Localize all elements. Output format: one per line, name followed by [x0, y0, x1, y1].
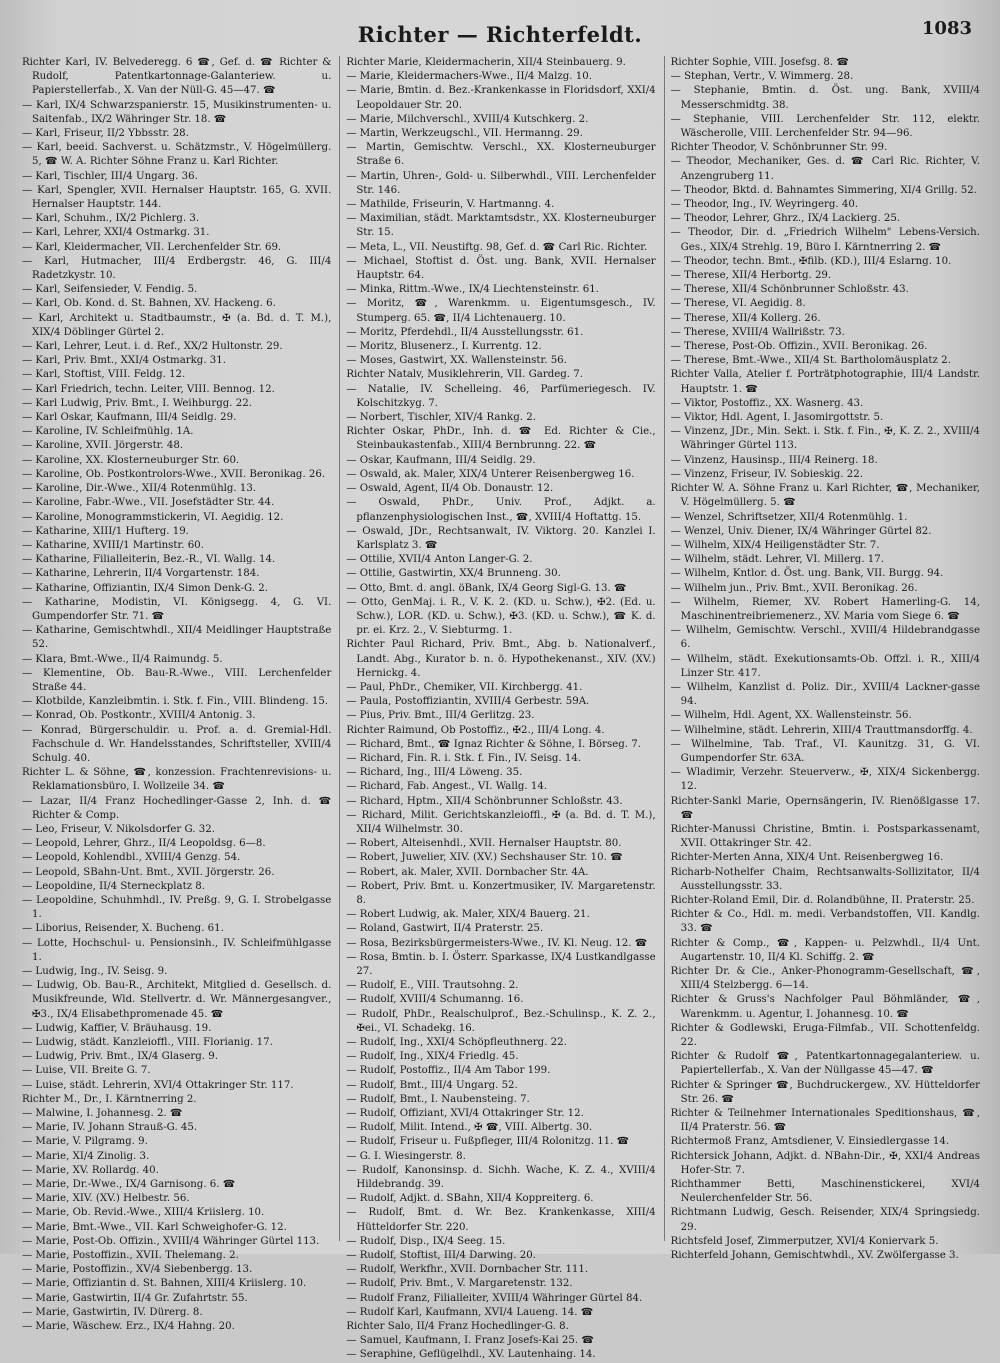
directory-entry: Richter & Co., Hdl. m. medi. Verbandstoffen, VII. Kandlg. 33. ☎ — [670, 909, 980, 935]
directory-entry: — Natalie, IV. Schelleing. 46, Parfümeriegesch. IV. Kolschitzkyg. 7. — [346, 383, 656, 409]
directory-entry: — Therese, Bmt.-Wwe., XII/4 St. Bartholomäusplatz 2. — [670, 355, 951, 367]
directory-entry: — Marie, Bmtin. d. Bez.-Krankenkasse in Floridsdorf, XXI/4 Leopoldauer Str. 20. — [346, 85, 656, 111]
directory-entry: — Martin, Werkzeugschl., VII. Hermanng. 29. — [346, 128, 583, 140]
directory-entry: — Pius, Priv. Bmt., III/4 Gerlitzg. 23. — [346, 710, 535, 722]
directory-entry: — Karl Ludwig, Priv. Bmt., I. Weihburgg. 22. — [22, 397, 252, 409]
directory-entry: — Wilhelmine, Tab. Traf., VI. Kaunitzg. 31, G. VI. Gumpendorfer Str. 63A. — [670, 738, 980, 764]
directory-entry: — Ludwig, Priv. Bmt., IX/4 Glaserg. 9. — [22, 1051, 218, 1063]
directory-entry: Richarb-Nothelfer Chaim, Rechtsanwalts-Sollizitator, II/4 Ausstellungsstr. 33. — [670, 866, 980, 892]
directory-entry: Richter Theodor, V. Schönbrunner Str. 99. — [670, 142, 888, 154]
directory-entry: — Karoline, IV. Schleifmühlg. 1A. — [22, 426, 194, 438]
directory-entry: — Rudolf, Bmt. d. Wr. Bez. Krankenkasse, XIII/4 Hütteldorfer Str. 220. — [346, 1207, 656, 1233]
directory-entry: — Luise, VII. Breite G. 7. — [22, 1065, 151, 1077]
directory-entry: — Ludwig, städt. Kanzleioffl., VIII. Florianig. 17. — [22, 1037, 273, 1049]
column-2 — [339, 56, 656, 1361]
directory-entry: — Oskar, Kaufmann, III/4 Seidlg. 29. — [346, 454, 536, 466]
directory-entry: — Karl, Spengler, XVII. Hernalser Hauptstr. 165, G. XVII. Hernalser Hauptstr. 144. — [22, 184, 332, 211]
directory-entry: — Leopoldine, II/4 Sterneckplatz 8. — [22, 880, 206, 892]
directory-entry: — Klotbilde, Kanzleibmtin. i. Stk. f. Fin., VIII. Blindeng. 15. — [22, 696, 329, 708]
directory-entry: — Mathilde, Friseurin, V. Hartmanng. 4. — [346, 199, 555, 211]
directory-entry: — Rudolf, E., VIII. Trautsohng. 2. — [346, 980, 519, 992]
directory-entry: — Ottilie, Gastwirtin, XX/4 Brunneng. 30. — [346, 568, 561, 580]
directory-entry: Richter Marie, Kleidermacherin, XII/4 Steinbauerg. 9. — [346, 57, 626, 68]
directory-entry: — Karoline, Ob. Postkontrolors-Wwe., XVII. Beronikag. 26. — [22, 468, 326, 480]
directory-entry: — Rudolf, Adjkt. d. SBahn, XII/4 Koppreiterg. 6. — [346, 1193, 594, 1205]
directory-entry: Richtsfeld Josef, Zimmerputzer, XVI/4 Koniervark 5. — [670, 1235, 939, 1247]
directory-entry: — Wilhelm, XIX/4 Heiligenstädter Str. 7. — [670, 539, 880, 551]
directory-entry: — Vinzenz, JDr., Min. Sekt. i. Stk. f. Fin., ✠, K. Z. 2., XVIII/4 Währinger Gürtel 113. — [670, 426, 980, 452]
directory-entry: — Leopold, SBahn-Unt. Bmt., XVII. Jörgerstr. 26. — [22, 866, 275, 878]
directory-entry: — Richard, Bmt., ☎ Ignaz Richter & Söhne, I. Börseg. 7. — [346, 738, 641, 750]
directory-entry: — Robert, Priv. Bmt. u. Konzertmusiker, IV. Margaretenstr. 8. — [346, 880, 656, 906]
directory-entry: — Karl, Schuhm., IX/2 Pichlerg. 3. — [22, 213, 200, 225]
directory-entry: — Rudolf, Offiziant, XVI/4 Ottakringer Str. 12. — [346, 1108, 584, 1120]
directory-entry: — Ludwig, Kaffier, V. Bräuhausg. 19. — [22, 1022, 212, 1034]
directory-entry: — Otto, Bmt. d. angl. öBank, IX/4 Georg Sigl-G. 13. ☎ — [346, 582, 627, 594]
directory-entry: — Karoline, XX. Klosterneuburger Str. 60. — [22, 454, 240, 466]
directory-entry: Richter Dr. & Cie., Anker-Phonogramm-Gesellschaft, ☎, XIII/4 Stelzbergg. 6—14. — [670, 966, 980, 992]
directory-entry: — Robert Ludwig, ak. Maler, XIX/4 Bauerg. 21. — [346, 909, 590, 921]
directory-entry: Richter & Teilnehmer Internationales Speditionshaus, ☎, II/4 Praterstr. 56. ☎ — [670, 1108, 980, 1134]
directory-entry: — Robert, Juwelier, XIV. (XV.) Sechshauser Str. 10. ☎ — [346, 852, 623, 864]
directory-entry: — Wenzel, Univ. Diener, IX/4 Währinger Gürtel 82. — [670, 525, 932, 537]
directory-entry: — Oswald, ak. Maler, XIX/4 Unterer Reisenbergweg 16. — [346, 468, 635, 480]
directory-entry: Richter L. & Söhne, ☎, konzession. Frachtenrevisions- u. Reklamationsbüro, I. Wollzeile 34. ☎ — [22, 767, 332, 793]
directory-entry: — Karl, Lehrer, XXI/4 Ostmarkg. 31. — [22, 227, 210, 239]
directory-entry: Richter & Springer ☎, Buchdruckergew., XV. Hütteldorfer Str. 26. ☎ — [670, 1079, 980, 1105]
directory-entry: — Vinzenz, Hausinsp., III/4 Reinerg. 18. — [670, 454, 878, 466]
directory-entry: — Karl, Ob. Kond. d. St. Bahnen, XV. Hackeng. 6. — [22, 298, 276, 310]
directory-entry: Richter & Gruss's Nachfolger Paul Böhmländer, ☎, Warenkmm. u. Agentur, I. Johannesg. 10. ☎ — [670, 994, 980, 1020]
directory-entry: Richter-Manussi Christine, Bmtin. i. Postsparkassenamt, XVII. Ottakringer Str. 42. — [670, 823, 980, 850]
page-title: Richter — Richterfeldt. — [357, 22, 643, 47]
directory-entry: — Wilhelmine, städt. Lehrerin, XIII/4 Trauttmansdorffg. 4. — [670, 724, 973, 736]
directory-entry: — Leopoldine, Schuhmhdl., IV. Preßg. 9, G. I. Strobelgasse 1. — [22, 894, 332, 921]
directory-entry: — Wilhelm, städt. Lehrer, VI. Millerg. 17. — [670, 554, 885, 566]
directory-entry: — Seraphine, Geflügelhdl., XV. Lautenhaing. 14. — [346, 1349, 596, 1361]
directory-entry: — Wilhelm, städt. Exekutionsamts-Ob. Offzl. i. R., XIII/4 Linzer Str. 417. — [670, 653, 980, 679]
directory-entry: — Richard, Fab. Angest., VI. Wallg. 14. — [346, 781, 548, 793]
directory-entry: — Konrad, Ob. Postkontr., XVIII/4 Antonig. 3. — [22, 710, 256, 722]
directory-entry: — Lotte, Hochschul- u. Pensionsinh., IV. Schleifmühlgasse 1. — [22, 937, 332, 963]
directory-entry: — Theodor, Lehrer, Ghrz., IX/4 Lackierg. 25. — [670, 213, 901, 225]
directory-entry: — Klementine, Ob. Bau-R.-Wwe., VIII. Lerchenfelder Straße 44. — [22, 667, 332, 693]
directory-entry: Richter & Godlewski, Eruga-Filmfab., VII. Schottenfeldg. 22. — [670, 1022, 980, 1049]
directory-entry: — Rudolf, PhDr., Realschulprof., Bez.-Schulinsp., K. Z. 2., ✠ei., VI. Schadekg. 16. — [346, 1008, 656, 1034]
directory-entry: — Rudolf, Disp., IX/4 Seeg. 15. — [346, 1235, 506, 1247]
directory-entry: Richter Karl, IV. Belvederegg. 6 ☎, Gef. d. ☎ Richter & Rudolf, Patentkartonnage-Galanteriew. u. Papierstellerfab., X. Van der Nüll-G. 45—47. ☎ — [22, 57, 332, 97]
directory-entry: — Katharine, XIII/1 Hufterg. 19. — [22, 525, 189, 537]
directory-entry: — Marie, XV. Rollardg. 40. — [22, 1164, 159, 1176]
directory-entry: — Therese, XII/4 Schönbrunner Schloßstr. 43. — [670, 284, 909, 296]
directory-entry: — Karl, Kleidermacher, VII. Lerchenfelder Str. 69. — [22, 241, 282, 253]
directory-entry: — Richard, Fin. R. i. Stk. f. Fin., IV. Seisg. 14. — [346, 752, 582, 764]
directory-entry: — Minka, Rittm.-Wwe., IX/4 Liechtensteinstr. 61. — [346, 284, 599, 296]
directory-entry: — Rudolf, Bmt., III/4 Ungarg. 52. — [346, 1079, 518, 1091]
directory-entry: — Theodor, Ing., IV. Weyringerg. 40. — [670, 199, 859, 211]
directory-entry: — Marie, Bmt.-Wwe., VII. Karl Schweighofer-G. 12. — [22, 1221, 287, 1233]
directory-entry: — Karl, Friseur, II/2 Ybbsstr. 28. — [22, 128, 189, 140]
directory-entry: — G. I. Wiesingerstr. 8. — [346, 1150, 466, 1162]
directory-entry: Richter Oskar, PhDr., Inh. d. ☎ Ed. Richter & Cie., Steinbaukastenfab., XIII/4 Bernbrunng. 22. ☎ — [346, 426, 656, 452]
directory-columns — [22, 56, 980, 1361]
directory-entry: — Rudolf, Ing., XXI/4 Schöpfleuthnerg. 22. — [346, 1037, 567, 1049]
directory-entry: Richterfeld Johann, Gemischtwhdl., XV. Zwölfergasse 3. — [670, 1250, 959, 1262]
directory-entry: — Otto, GenMaj. i. R., V. K. 2. (KD. u. Schw.), ✠2. (Ed. u. Schw.), LOR. (KD. u. Schw.), ✠3. (KD. u. Schw.), ☎ K. d. pr. ei. Krz. 2., V. Siebturmg. 1. — [346, 596, 656, 637]
directory-entry: — Therese, XII/4 Herbortg. 29. — [670, 270, 832, 282]
directory-entry: — Marie, Gastwirtin, II/4 Gr. Zufahrtstr. 55. — [22, 1292, 248, 1304]
directory-entry: — Rudolf, Ing., XIX/4 Friedlg. 45. — [346, 1051, 519, 1063]
directory-entry: — Richard, Milit. Gerichtskanzleioffl., ✠ (a. Bd. d. T. M.), XII/4 Wilhelmstr. 30. — [346, 809, 656, 835]
directory-entry: — Paula, Postoffiziantin, XVIII/4 Gerbestr. 59A. — [346, 696, 590, 708]
directory-entry: — Wilhelm, Riemer, XV. Robert Hamerling-G. 14, Maschinentreibriemenerz., XV. Maria vom Siege 6. ☎ — [670, 596, 980, 622]
directory-entry: — Wilhelm, Gemischtw. Verschl., XVIII/4 Hildebrandgasse 6. — [670, 625, 980, 651]
directory-entry: — Marie, Offiziantin d. St. Bahnen, XIII/4 Kriislerg. 10. — [22, 1278, 307, 1290]
column-3 — [664, 56, 980, 1262]
directory-entry: — Stephanie, Bmtin. d. Öst. ung. Bank, XVIII/4 Messerschmidtg. 38. — [670, 85, 980, 111]
directory-entry: — Roland, Gastwirt, II/4 Praterstr. 25. — [346, 923, 544, 935]
directory-entry: — Karl, Lehrer, Leut. i. d. Ref., XX/2 Hultonstr. 29. — [22, 341, 283, 353]
directory-entry: — Malwine, I. Johannesg. 2. ☎ — [22, 1108, 183, 1120]
directory-entry: Richter Sophie, VIII. Josefsg. 8. ☎ — [670, 57, 850, 68]
directory-entry: — Marie, Postoffizin., XV/4 Siebenbergg. 13. — [22, 1264, 253, 1276]
directory-entry: Richter M., Dr., I. Kärntnerring 2. — [22, 1093, 197, 1105]
directory-entry: — Viktor, Postoffiz., XX. Wasnerg. 43. — [670, 397, 864, 409]
column-1 — [22, 56, 332, 1333]
directory-entry: — Katharine, Modistin, VI. Königsegg. 4, G. VI. Gumpendorfer Str. 71. ☎ — [22, 596, 332, 622]
directory-entry: — Rosa, Bezirksbürgermeisters-Wwe., IV. Kl. Neug. 12. ☎ — [346, 937, 648, 949]
directory-entry: — Marie, XI/4 Zinolig. 3. — [22, 1150, 150, 1162]
directory-entry: — Martin, Uhren-, Gold- u. Silberwhdl., VIII. Lerchenfelder Str. 146. — [346, 170, 656, 196]
directory-entry: — Marie, Postoffizin., XVII. Thelemang. 2. — [22, 1250, 239, 1262]
directory-entry: — Maximilian, städt. Marktamtsdstr., XX. Klosterneuburger Str. 15. — [346, 213, 656, 239]
directory-entry: — Martin, Gemischtw. Verschl., XX. Klosterneuburger Straße 6. — [346, 142, 656, 168]
directory-entry: Richter & Rudolf ☎, Patentkartonnagegalanteriew. u. Papiertellerfab., X. Van der Nüllgasse 45—47. ☎ — [670, 1051, 980, 1077]
directory-entry: — Meta, L., VII. Neustiftg. 98, Gef. d. ☎ Carl Ric. Richter. — [346, 241, 648, 253]
directory-entry: — Karl, Stoftist, VIII. Feldg. 12. — [22, 369, 186, 381]
directory-entry: — Wilhelm, Kanzlist d. Poliz. Dir., XVIII/4 Lackner-gasse 94. — [670, 681, 980, 708]
directory-entry: — Oswald, PhDr., Univ. Prof., Adjkt. a. pflanzenphysiologischen Inst., ☎, XVIII/4 Hoftattg. 15. — [346, 497, 656, 523]
directory-entry: — Wilhelm, Hdl. Agent, XX. Wallensteinstr. 56. — [670, 710, 912, 722]
directory-entry: — Robert, Alteisenhdl., XVII. Hernalser Hauptstr. 80. — [346, 838, 622, 850]
directory-entry: — Karl, Tischler, III/4 Ungarg. 36. — [22, 170, 198, 182]
directory-entry: — Marie, Dr.-Wwe., IX/4 Garnisong. 6. ☎ — [22, 1179, 236, 1191]
directory-entry: — Katharine, Offiziantin, IX/4 Simon Denk-G. 2. — [22, 582, 268, 594]
directory-entry: Richter Paul Richard, Priv. Bmt., Abg. b. Nationalverf., Landt. Abg., Kurator b. n. ö. Hypothekenanst., XIV. (XV.) Hernickg. 4. — [346, 639, 656, 679]
directory-entry: — Rudolf, Kanonsinsp. d. Sichh. Wache, K. Z. 4., XVIII/4 Hildebrandg. 39. — [346, 1164, 656, 1191]
directory-entry: — Samuel, Kaufmann, I. Franz Josefs-Kai 25. ☎ — [346, 1335, 595, 1347]
page-number: 1083 — [921, 18, 972, 39]
directory-entry: — Klara, Bmt.-Wwe., II/4 Raimundg. 5. — [22, 653, 223, 665]
directory-entry: — Wilhelm, Kntlor. d. Öst. ung. Bank, VII. Burgg. 94. — [670, 568, 944, 580]
directory-entry: — Marie, Gastwirtin, IV. Dürerg. 8. — [22, 1306, 203, 1318]
directory-entry: — Marie, Ob. Revid.-Wwe., XIII/4 Kriislerg. 10. — [22, 1207, 265, 1219]
directory-entry: — Rudolf, Priv. Bmt., V. Margaretenstr. 132. — [346, 1278, 573, 1290]
directory-entry: Richter Raimund, Ob Postoffiz., ✠2., III/4 Long. 4. — [346, 724, 605, 736]
directory-entry: Richter-Sankl Marie, Opernsängerin, IV. Rienößlgasse 17. ☎ — [670, 795, 980, 821]
directory-entry: — Karl, Hutmacher, III/4 Erdbergstr. 46, G. III/4 Radetzkystr. 10. — [22, 255, 332, 282]
directory-entry: — Rudolf Karl, Kaufmann, XVI/4 Laueng. 14. ☎ — [346, 1306, 594, 1318]
directory-entry: — Leopold, Kohlendbl., XVIII/4 Genzg. 54. — [22, 852, 241, 864]
directory-entry: — Karl, Architekt u. Stadtbaumstr., ✠ (a. Bd. d. T. M.), XIX/4 Döblinger Gürtel 2. — [22, 312, 332, 338]
directory-entry: — Norbert, Tischler, XIV/4 Rankg. 2. — [346, 412, 536, 424]
directory-entry: — Paul, PhDr., Chemiker, VII. Kirchbergg. 41. — [346, 681, 583, 693]
directory-entry: — Karoline, XVII. Jörgerstr. 48. — [22, 440, 184, 452]
directory-entry: — Rudolf, Milit. Intend., ✠ ☎, VIII. Albertg. 30. — [346, 1122, 593, 1134]
directory-entry: Richter-Roland Emil, Dir. d. Rolandbühne, II. Praterstr. 25. — [670, 894, 975, 906]
directory-entry: — Stephanie, VIII. Lerchenfelder Str. 112, elektr. Wäscherolle, VIII. Lerchenfelder Str. 94—96. — [670, 113, 980, 140]
directory-entry: — Katharine, XVIII/1 Martinstr. 60. — [22, 539, 204, 551]
directory-entry: — Wilhelm jun., Priv. Bmt., XVII. Beronikag. 26. — [670, 582, 918, 594]
directory-entry: — Karl, Priv. Bmt., XXI/4 Ostmarkg. 31. — [22, 355, 227, 367]
directory-entry: — Rosa, Bmtin. b. I. Österr. Sparkasse, IX/4 Lustkandlgasse 27. — [346, 951, 656, 977]
directory-entry: — Karl Oskar, Kaufmann, III/4 Seidlg. 29. — [22, 412, 237, 424]
directory-entry: Richter W. A. Söhne Franz u. Karl Richter, ☎, Mechaniker, V. Högelmüllerg. 5. ☎ — [670, 483, 980, 509]
directory-entry: — Rudolf, Friseur u. Fußpfleger, III/4 Rolonitzg. 11. ☎ — [346, 1136, 630, 1148]
directory-entry: — Theodor, Dir. d. „Friedrich Wilhelm" Lebens-Versich. Ges., XIX/4 Strehlg. 19, Büro I. Kärntnerring 2. ☎ — [670, 227, 980, 253]
directory-entry: — Marie, V. Pilgramg. 9. — [22, 1136, 148, 1148]
directory-entry: — Oswald, Agent, II/4 Ob. Donaustr. 12. — [346, 483, 554, 495]
directory-entry: — Marie, IV. Johann Strauß-G. 45. — [22, 1122, 198, 1134]
directory-entry: — Moritz, ☎, Warenkmm. u. Eigentumsgesch., IV. Stumperg. 65. ☎, II/4 Lichtenauerg. 10. — [346, 298, 656, 324]
directory-entry: Richter-Merten Anna, XIX/4 Unt. Reisenbergweg 16. — [670, 852, 944, 864]
directory-entry: — Viktor, Hdl. Agent, I. Jasomirgottstr. 5. — [670, 412, 884, 424]
directory-entry: Richtmann Ludwig, Gesch. Reisender, XIX/4 Springsiedg. 29. — [670, 1207, 980, 1233]
directory-entry: — Leo, Friseur, V. Nikolsdorfer G. 32. — [22, 823, 215, 835]
directory-entry: — Moritz, Pferdehdl., II/4 Ausstellungsstr. 61. — [346, 326, 584, 338]
directory-entry: — Konrad, Bürgerschuldir. u. Prof. a. d. Gremial-Hdl. Fachschule d. Wr. Handelsstandes, Schriftsteller, XVIII/4 Schulg. 40. — [22, 724, 332, 764]
directory-entry: — Karoline, Dir.-Wwe., XII/4 Rotenmühlg. 13. — [22, 483, 257, 495]
directory-entry: — Katharine, Filialleiterin, Bez.-R., VI. Wallg. 14. — [22, 554, 276, 566]
directory-entry: — Theodor, techn. Bmt., ✠filb. (KD.), III/4 Eslarng. 10. — [670, 255, 952, 267]
directory-entry: — Rudolf, Werkfhr., XVII. Dornbacher Str. 111. — [346, 1264, 589, 1276]
directory-entry: — Ottilie, XVII/4 Anton Langer-G. 2. — [346, 554, 533, 566]
directory-entry: — Theodor, Mechaniker, Ges. d. ☎ Carl Ric. Richter, V. Anzengruberg 11. — [670, 156, 980, 182]
directory-entry: — Lazar, II/4 Franz Hochedlinger-Gasse 2, Inh. d. ☎ Richter & Comp. — [22, 795, 332, 821]
directory-entry: — Katharine, Lehrerin, II/4 Vorgartenstr. 184. — [22, 568, 260, 580]
directory-entry: — Wladimir, Verzehr. Steuerverw., ✠, XIX/4 Sickenbergg. 12. — [670, 767, 980, 793]
directory-entry: — Karoline, Monogrammstickerin, VI. Aegidig. 12. — [22, 511, 284, 523]
directory-entry: — Richard, Ing., III/4 Löweng. 35. — [346, 767, 523, 779]
directory-entry: — Karl, beeid. Sachverst. u. Schätzmstr., V. Högelmüllerg. 5, ☎ W. A. Richter Söhne Franz u. Karl Richter. — [22, 142, 332, 168]
directory-entry: — Karl Friedrich, techn. Leiter, VIII. Bennog. 12. — [22, 383, 275, 395]
directory-entry: — Richard, Hptm., XII/4 Schönbrunner Schloßstr. 43. — [346, 795, 623, 807]
directory-entry: — Marie, XIV. (XV.) Helbestr. 56. — [22, 1193, 190, 1205]
directory-entry: — Marie, Milchverschl., XVIII/4 Kutschkerg. 2. — [346, 113, 589, 125]
directory-entry: — Robert, ak. Maler, XVII. Dornbacher Str. 4A. — [346, 866, 589, 878]
directory-entry: Richter & Comp., ☎, Kappen- u. Pelzwhdl., II/4 Unt. Augartenstr. 10, II/4 Kl. Schiffg. 2. ☎ — [670, 937, 980, 963]
directory-entry: — Rudolf, XVIII/4 Schumanng. 16. — [346, 994, 524, 1006]
directory-entry: — Rudolf, Bmt., I. Naubensteing. 7. — [346, 1093, 530, 1105]
directory-entry: — Ludwig, Ob. Bau-R., Architekt, Mitglied d. Gesellsch. d. Musikfreunde, Wld. Stellvertr. d. Wr. Männergesangver., ✠3., IX/4 Elisabethpromenade 45. ☎ — [22, 980, 332, 1020]
directory-entry: Richtermoß Franz, Amtsdiener, V. Einsiedlergasse 14. — [670, 1136, 950, 1148]
directory-entry: — Liborius, Reisender, X. Bucheng. 61. — [22, 923, 224, 935]
directory-entry: — Oswald, JDr., Rechtsanwalt, IV. Viktorg. 20. Kanzlei I. Karlsplatz 3. ☎ — [346, 525, 656, 551]
directory-entry: — Wenzel, Schriftsetzer, XII/4 Rotenmühlg. 1. — [670, 511, 908, 523]
directory-entry: — Therese, Post-Ob. Offizin., XVII. Beronikag. 26. — [670, 341, 928, 353]
directory-entry: — Therese, XII/4 Kollerg. 26. — [670, 312, 821, 324]
directory-entry: — Therese, VI. Aegidig. 8. — [670, 298, 806, 310]
page-header — [0, 18, 1000, 56]
directory-entry: — Vinzenz, Friseur, IV. Sobieskig. 22. — [670, 468, 863, 480]
directory-entry: — Therese, XVIII/4 Wallrißstr. 73. — [670, 326, 845, 338]
directory-entry: — Moritz, Blusenerz., I. Kurrentg. 12. — [346, 341, 542, 353]
directory-entry: Richtersick Johann, Adjkt. d. NBahn-Dir., ✠, XXI/4 Andreas Hofer-Str. 7. — [670, 1150, 980, 1176]
directory-entry: — Leopold, Lehrer, Ghrz., II/4 Leopoldsg. 6—8. — [22, 838, 266, 850]
directory-entry: Richter Natalv, Musiklehrerin, VII. Gardeg. 7. — [346, 369, 583, 381]
directory-entry: — Katharine, Gemischtwhdl., XII/4 Meidlinger Hauptstraße 52. — [22, 625, 332, 651]
directory-entry: Richter Valla, Atelier f. Porträtphotographie, III/4 Landstr. Hauptstr. 1. ☎ — [670, 369, 980, 395]
directory-entry: — Rudolf, Postoffiz., II/4 Am Tabor 199. — [346, 1065, 551, 1077]
directory-entry: — Rudolf, Stoftist, III/4 Darwing. 20. — [346, 1250, 536, 1262]
directory-entry: Richthammer Betti, Maschinenstickerei, XVI/4 Neulerchenfelder Str. 56. — [670, 1179, 980, 1205]
directory-entry: — Michael, Stoftist d. Öst. ung. Bank, XVII. Hernalser Hauptstr. 64. — [346, 255, 656, 282]
directory-entry: — Luise, städt. Lehrerin, XVI/4 Ottakringer Str. 117. — [22, 1079, 294, 1091]
directory-entry: — Stephan, Vertr., V. Wimmerg. 28. — [670, 71, 854, 83]
directory-entry: — Marie, Kleidermachers-Wwe., II/4 Malzg. 10. — [346, 71, 592, 83]
directory-entry: — Ludwig, Ing., IV. Seisg. 9. — [22, 966, 168, 977]
directory-entry: — Karl, IX/4 Schwarzspanierstr. 15, Musikinstrumenten- u. Saitenfab., IX/2 Währinger Str. 18. ☎ — [22, 99, 332, 125]
directory-entry: — Moses, Gastwirt, XX. Wallensteinstr. 56. — [346, 355, 567, 367]
directory-entry: — Rudolf Franz, Filialleiter, XVIII/4 Währinger Gürtel 84. — [346, 1292, 643, 1304]
directory-entry: — Marie, Wäschew. Erz., IX/4 Hahng. 20. — [22, 1321, 235, 1333]
directory-entry: — Theodor, Bktd. d. Bahnamtes Simmering, XI/4 Grillg. 52. — [670, 184, 977, 196]
directory-entry: — Karoline, Fabr.-Wwe., VII. Josefstädter Str. 44. — [22, 497, 275, 509]
directory-entry: — Marie, Post-Ob. Offizin., XVIII/4 Währinger Gürtel 113. — [22, 1235, 320, 1247]
directory-entry: Richter Salo, II/4 Franz Hochedlinger-G. 8. — [346, 1321, 569, 1333]
directory-entry: — Karl, Seifensieder, V. Fendig. 5. — [22, 284, 198, 296]
